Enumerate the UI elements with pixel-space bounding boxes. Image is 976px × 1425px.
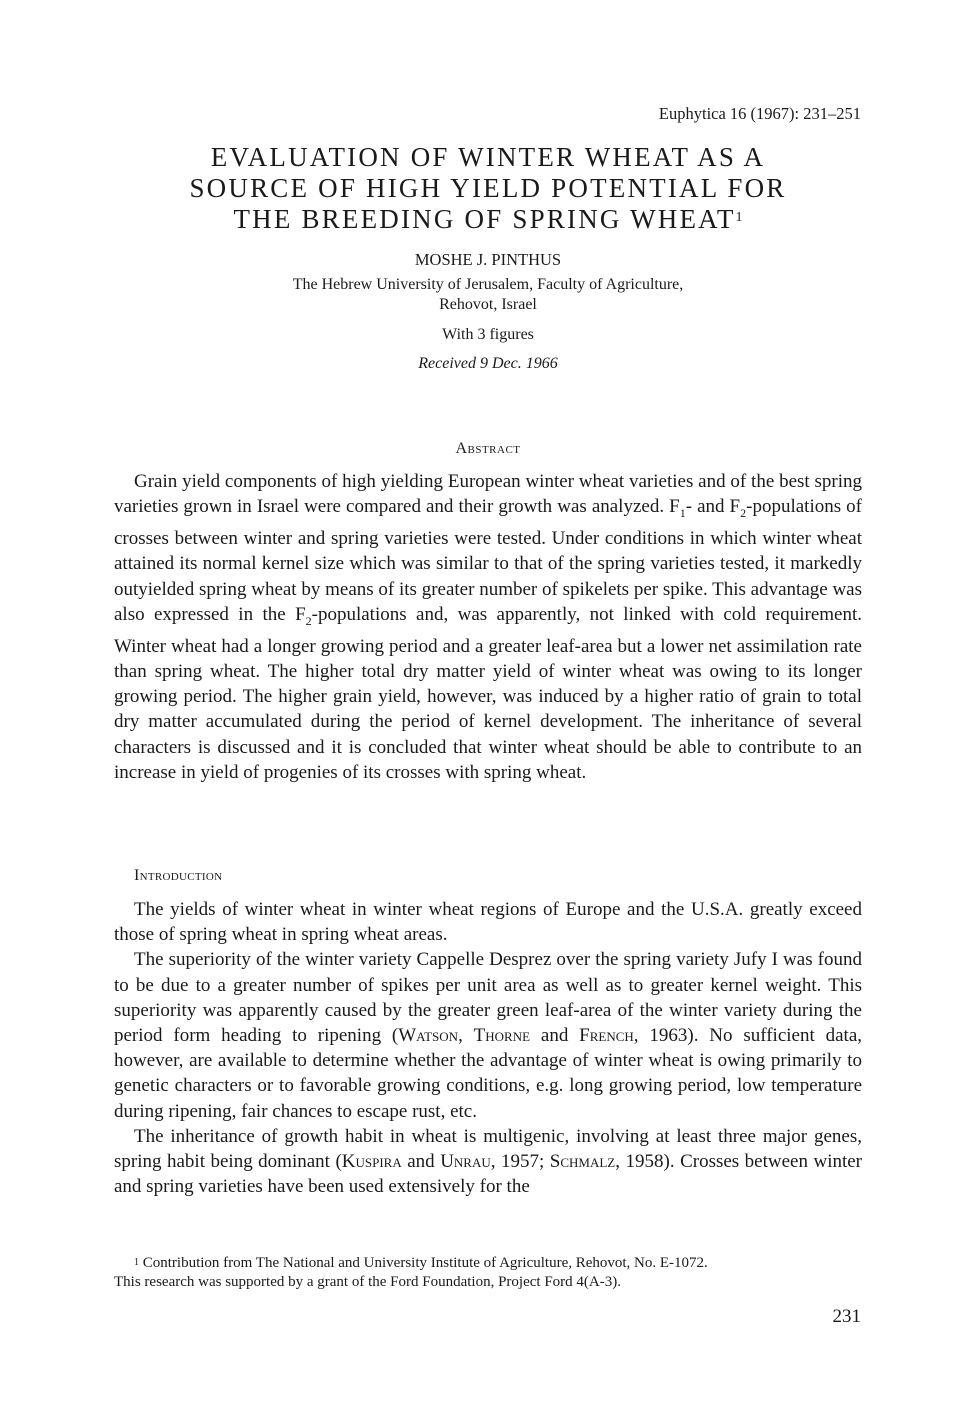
- title-line-3-text: THE BREEDING OF SPRING WHEAT: [233, 204, 736, 234]
- affiliation: [0, 275, 976, 315]
- abstract-part-2: - and F: [685, 496, 741, 518]
- introduction-heading: Introduction: [134, 867, 223, 884]
- affiliation-line-1: The Hebrew University of Jerusalem, Faculty of Agriculture,: [292, 276, 684, 293]
- p2-text-a: The superiority of the winter variety Cappelle Desprez over the spring variety Jufy I was found to be due to a greater number of spikes per unit area as well as to greater kernel weight. This superiority was apparently caused by the greater green leaf-area of the winter variety during the period form heading to ripening (: [114, 949, 862, 1047]
- p3-mid: , 1957;: [490, 1151, 550, 1173]
- introduction-body: [114, 897, 862, 1199]
- p2-comma: ,: [458, 1025, 474, 1047]
- abstract-heading: Abstract: [455, 440, 521, 457]
- journal-reference: Euphytica 16 (1967): 231–251: [658, 104, 861, 123]
- citation-french: French: [579, 1025, 634, 1047]
- p2-text-b: , 1963). No sufficient data, however, are available to determine whether the advantage of winter wheat is owing primarily to genetic characters or to favorable growing conditions, e.g. long growing period, low temperature during ripening, fair chances to escape rust, etc.: [114, 1025, 862, 1122]
- author-name: MOSHE J. PINTHUS: [414, 250, 562, 269]
- abstract-part-3: -populations of crosses between winter and spring varieties were tested. Under conditions in which winter wheat attained its normal kernel size which was similar to that of the spring varieties tested, it markedly outyielded spring wheat by means of its greater number of spikelets per spike. This advantage was also expressed in the F: [114, 496, 863, 625]
- footnote-line-1: [114, 1254, 862, 1273]
- abstract-sub-3: 2: [305, 613, 312, 628]
- intro-paragraph-3: [114, 1124, 862, 1200]
- footnote: [114, 1254, 862, 1292]
- citation-unrau: Unrau: [440, 1151, 491, 1173]
- abstract-sub-1: 1: [679, 506, 686, 520]
- abstract-text: [114, 469, 862, 785]
- footnote-text-1: Contribution from The National and University Institute of Agriculture, Rehovot, No. E-1072.: [142, 1255, 708, 1271]
- citation-schmalz: Schmalz: [549, 1151, 616, 1173]
- title-footnote-mark: 1: [735, 210, 743, 225]
- abstract-sub-2: 2: [740, 506, 747, 520]
- footnote-line-2: This research was supported by a grant of the Ford Foundation, Project Ford 4(A-3).: [114, 1274, 621, 1290]
- intro-paragraph-2: [114, 947, 862, 1123]
- affiliation-line-2: Rehovot, Israel: [439, 296, 537, 313]
- title-line-3: [0, 204, 976, 235]
- paper-title: [0, 142, 976, 235]
- citation-watson: Watson: [398, 1025, 459, 1047]
- p3-text-b: , 1958). Crosses between winter and spring varieties have been used extensively for the: [114, 1151, 863, 1198]
- p3-text-a: The inheritance of growth habit in wheat is multigenic, involving at least three major genes, spring habit being dominant (: [114, 1125, 862, 1173]
- p2-and: and: [530, 1025, 580, 1047]
- page-number: 231: [832, 1306, 861, 1327]
- received-date: Received 9 Dec. 1966: [418, 355, 558, 372]
- footnote-mark: 1: [134, 1257, 139, 1268]
- citation-kuspira: Kuspira: [341, 1151, 402, 1173]
- abstract-part-1: Grain yield components of high yielding European winter wheat varieties and of the best spring varieties grown in Israel were compared and their growth was analyzed. F: [114, 471, 862, 518]
- p3-and: and: [401, 1151, 441, 1173]
- intro-paragraph-1: The yields of winter wheat in winter wheat regions of Europe and the U.S.A. greatly exceed those of spring wheat in spring wheat areas.: [114, 899, 862, 946]
- title-line-2: SOURCE OF HIGH YIELD POTENTIAL FOR: [189, 173, 787, 203]
- figures-note: With 3 figures: [442, 326, 534, 343]
- abstract-part-4: -populations and, was apparently, not linked with cold requirement. Winter wheat had a longer growing period and a greater leaf-area but a lower net assimilation rate than spring wheat. The higher total dry matter yield of winter wheat was owing to its longer growing period. The higher grain yield, however, was induced by a higher ratio of grain to total dry matter accumulated during the period of kernel development. The inheritance of several characters is discussed and it is concluded that winter wheat should be able to contribute to an increase in yield of progenies of its crosses with spring wheat.: [114, 603, 862, 783]
- citation-thorne: Thorne: [473, 1025, 531, 1047]
- title-line-1: EVALUATION OF WINTER WHEAT AS A: [210, 142, 766, 172]
